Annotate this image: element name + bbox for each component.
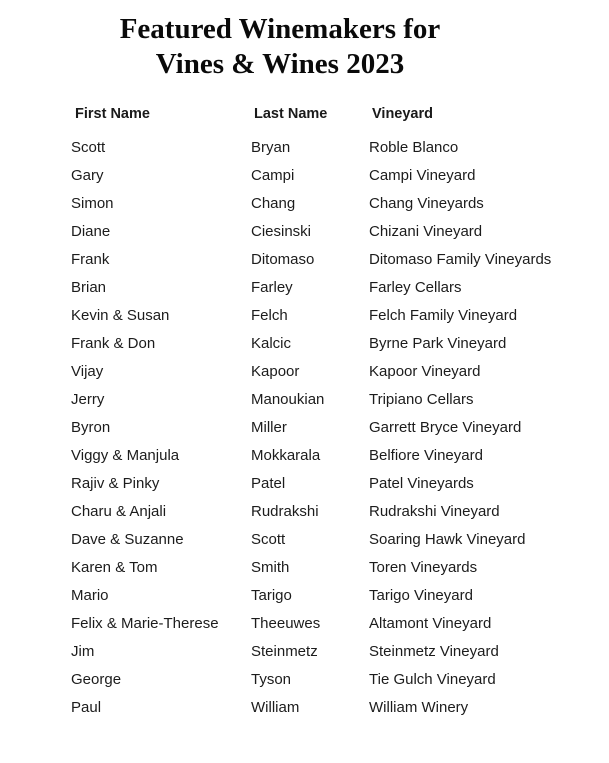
last-name-cell: Rudrakshi [251,503,319,520]
vineyard-cell: Tripiano Cellars [369,391,474,408]
first-name-cell: Rajiv & Pinky [71,475,160,492]
table-row [0,248,609,276]
first-name-cell: Karen & Tom [71,559,158,576]
last-name-cell: Theeuwes [251,615,321,632]
last-name-cell: Tarigo [251,587,292,604]
first-name-cell: Mario [71,587,109,604]
table-row [0,136,609,164]
vineyard-cell: Altamont Vineyard [369,615,492,632]
vineyard-cell: Kapoor Vineyard [369,363,481,380]
vineyard-cell: Byrne Park Vineyard [369,335,507,352]
last-name-cell: Smith [251,559,290,576]
vineyard-cell: Roble Blanco [369,139,459,156]
vineyard-cell: Chizani Vineyard [369,223,483,240]
last-name-cell: Campi [251,167,295,184]
first-name-cell: Diane [71,223,111,240]
vineyard-cell: Tie Gulch Vineyard [369,671,496,688]
first-name-cell: Kevin & Susan [71,307,170,324]
vineyard-cell: Farley Cellars [369,279,462,296]
column-header-vineyard: Vineyard [372,106,433,122]
last-name-cell: Farley [251,279,293,296]
first-name-cell: Paul [71,699,102,716]
last-name-cell: Ciesinski [251,223,312,240]
last-name-cell: Mokkarala [251,447,321,464]
table-row [0,360,609,388]
first-name-cell: Frank [71,251,110,268]
first-name-cell: Jerry [71,391,105,408]
last-name-cell: William [251,699,300,716]
last-name-cell: Chang [251,195,296,212]
table-row [0,584,609,612]
vineyard-cell: William Winery [369,699,469,716]
winemaker-list [0,136,609,724]
table-row [0,416,609,444]
vineyard-cell: Chang Vineyards [369,195,484,212]
vineyard-cell: Belfiore Vineyard [369,447,483,464]
table-row [0,500,609,528]
page-title-line-1: Featured Winemakers for [119,13,441,45]
last-name-cell: Tyson [251,671,292,688]
table-row [0,192,609,220]
table-row [0,164,609,192]
vineyard-cell: Ditomaso Family Vineyards [369,251,552,268]
page-title [0,12,560,82]
first-name-cell: Felix & Marie-Therese [71,615,219,632]
column-header-first-name: First Name [75,106,150,122]
table-row [0,696,609,724]
vineyard-cell: Tarigo Vineyard [369,587,473,604]
table-row [0,612,609,640]
last-name-cell: Felch [251,307,288,324]
last-name-cell: Bryan [251,139,291,156]
first-name-cell: Scott [71,139,106,156]
table-row [0,668,609,696]
vineyard-cell: Campi Vineyard [369,167,476,184]
vineyard-cell: Garrett Bryce Vineyard [369,419,522,436]
first-name-cell: Vijay [71,363,104,380]
table-row [0,332,609,360]
last-name-cell: Patel [251,475,286,492]
last-name-cell: Ditomaso [251,251,315,268]
vineyard-cell: Toren Vineyards [369,559,478,576]
last-name-cell: Steinmetz [251,643,318,660]
last-name-cell: Scott [251,531,286,548]
vineyard-cell: Rudrakshi Vineyard [369,503,500,520]
table-row [0,304,609,332]
last-name-cell: Miller [251,419,287,436]
vineyard-cell: Felch Family Vineyard [369,307,518,324]
first-name-cell: Frank & Don [71,335,156,352]
table-row [0,640,609,668]
column-header-last-name: Last Name [254,106,328,122]
vineyard-cell: Soaring Hawk Vineyard [369,531,526,548]
first-name-cell: George [71,671,122,688]
last-name-cell: Manoukian [251,391,325,408]
last-name-cell: Kalcic [251,335,292,352]
table-row [0,444,609,472]
first-name-cell: Dave & Suzanne [71,531,184,548]
table-row [0,276,609,304]
vineyard-cell: Patel Vineyards [369,475,474,492]
table-row [0,472,609,500]
table-row [0,556,609,584]
table-row [0,220,609,248]
first-name-cell: Charu & Anjali [71,503,167,520]
first-name-cell: Simon [71,195,114,212]
first-name-cell: Byron [71,419,111,436]
first-name-cell: Jim [71,643,95,660]
first-name-cell: Brian [71,279,107,296]
last-name-cell: Kapoor [251,363,300,380]
first-name-cell: Viggy & Manjula [71,447,180,464]
first-name-cell: Gary [71,167,104,184]
page-title-line-2: Vines & Wines 2023 [155,48,405,80]
vineyard-cell: Steinmetz Vineyard [369,643,499,660]
table-row [0,528,609,556]
table-row [0,388,609,416]
